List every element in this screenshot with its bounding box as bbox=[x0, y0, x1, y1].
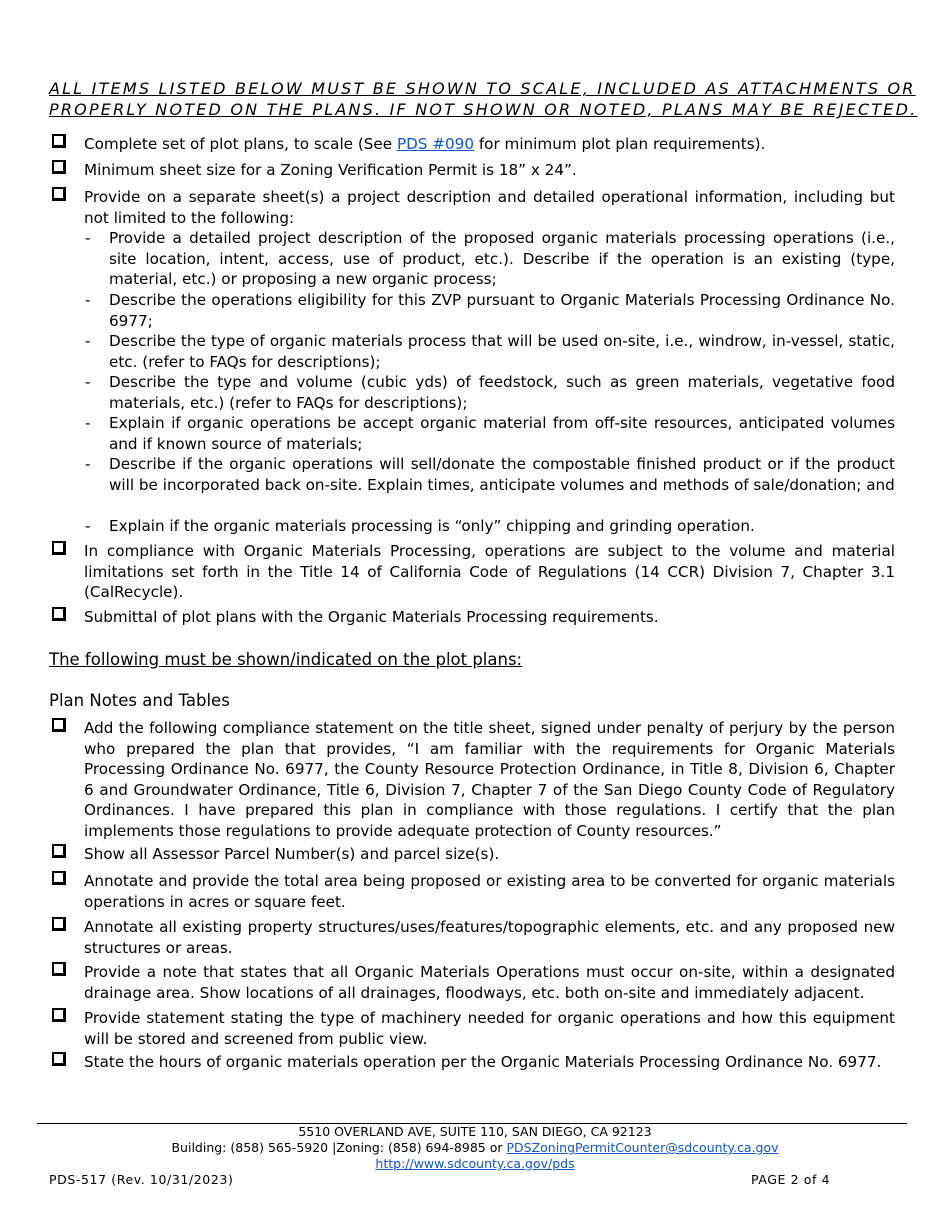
item-plot-plans bbox=[84, 134, 895, 155]
footer-website-link[interactable]: http://www.sdcounty.ca.gov/pds bbox=[375, 1156, 575, 1171]
plan-item-total-area: Annotate and provide the total area being proposed or existing area to be converted for organic materials operations in acres or square feet. bbox=[84, 872, 895, 911]
pds-090-link[interactable]: PDS #090 bbox=[396, 135, 474, 153]
banner-line-1: ALL ITEMS LISTED BELOW MUST BE SHOWN TO SCALE, INCLUDED AS ATTACHMENTS OR bbox=[49, 79, 916, 98]
footer-url-row bbox=[0, 1156, 950, 1172]
sub-item: Describe the type and volume (cubic yds) of feedstock, such as green materials, vegetative food materials, etc.) (refer to FAQs for descriptions); bbox=[109, 373, 895, 412]
checkbox-compliance[interactable] bbox=[52, 541, 66, 555]
plan-item-property-structures: Annotate all existing property structures/uses/features/topographic elements, etc. and any proposed new structures or areas. bbox=[84, 918, 895, 957]
plan-item-hours: State the hours of organic materials operation per the Organic Materials Processing Ordinance No. 6977. bbox=[84, 1053, 882, 1071]
sub-item: Describe if the organic operations will sell/donate the compostable finished product or if the product will be incorporated back on-site. Explain times, anticipate volumes and methods of sale/donation; and bbox=[109, 455, 895, 494]
checkbox-hours[interactable] bbox=[52, 1052, 66, 1066]
section-heading: The following must be shown/indicated on the plot plans: bbox=[49, 650, 523, 669]
footer-contact bbox=[0, 1140, 950, 1156]
sub-item: Describe the operations eligibility for this ZVP pursuant to Organic Materials Processing Ordinance No. 6977; bbox=[109, 291, 895, 330]
banner-line-2: PROPERLY NOTED ON THE PLANS. IF NOT SHOWN OR NOTED, PLANS MAY BE REJECTED. bbox=[49, 100, 918, 119]
footer-phones: Building: (858) 565-5920 |Zoning: (858) 694-8985 or bbox=[171, 1140, 507, 1155]
bullet-dash: - bbox=[85, 229, 91, 247]
checkbox-plot-plans[interactable] bbox=[52, 134, 66, 148]
requirements-banner bbox=[49, 78, 918, 120]
form-id: PDS-517 (Rev. 10/31/2023) bbox=[49, 1172, 234, 1187]
bullet-dash: - bbox=[85, 373, 91, 391]
plan-item-assessor-parcel: Show all Assessor Parcel Number(s) and parcel size(s). bbox=[84, 845, 500, 863]
bullet-dash: - bbox=[85, 517, 91, 535]
plan-item-compliance-statement: Add the following compliance statement on the title sheet, signed under penalty of perjury by the person who prepared the plan that provides, “I am familiar with the requirements for Organic Materials Processing Ordinance No. 6977, the County Resource Protection Ordinance, in Title 8, Division 6, Chapter 6 and Groundwater Ordinance, Title 6, Division 7, Chapter 7 of the San Diego County Code of Regulatory Ordinances. I have prepared this plan in compliance with those regulations. I certify that the plan implements those regulations to provide adequate protection of County resources.” bbox=[84, 719, 895, 840]
checkbox-property-structures[interactable] bbox=[52, 917, 66, 931]
checkbox-machinery[interactable] bbox=[52, 1008, 66, 1022]
sub-item: Provide a detailed project description of the proposed organic materials processing operations (i.e., site location, intent, access, use of product, etc.). Describe if the operation is an existing (type, material, etc.) or proposing a new organic process; bbox=[109, 229, 895, 288]
plan-item-onsite-note: Provide a note that states that all Organic Materials Operations must occur on-site, within a designated drainage area. Show locations of all drainages, floodways, etc. both on-site and immediately adjacent. bbox=[84, 963, 895, 1002]
sub-item: Describe the type of organic materials process that will be used on-site, i.e., windrow, in-vessel, static, etc. (refer to FAQs for descriptions); bbox=[109, 332, 895, 371]
checkbox-submittal[interactable] bbox=[52, 607, 66, 621]
page-number: PAGE 2 of 4 bbox=[751, 1172, 831, 1187]
item-compliance: In compliance with Organic Materials Processing, operations are subject to the volume and material limitations set forth in the Title 14 of California Code of Regulations (14 CCR) Division 7, Chapter 3.1 (CalRecycle). bbox=[84, 542, 895, 601]
footer-email-link[interactable]: PDSZoningPermitCounter@sdcounty.ca.gov bbox=[506, 1140, 779, 1155]
section-subheading: Plan Notes and Tables bbox=[49, 691, 230, 710]
checkbox-onsite-note[interactable] bbox=[52, 962, 66, 976]
bullet-dash: - bbox=[85, 332, 91, 350]
checkbox-assessor-parcel[interactable] bbox=[52, 844, 66, 858]
item-sheet-size: Minimum sheet size for a Zoning Verification Permit is 18” x 24”. bbox=[84, 161, 577, 179]
bullet-dash: - bbox=[85, 291, 91, 309]
plan-item-machinery: Provide statement stating the type of machinery needed for organic operations and how this equipment will be stored and screened from public view. bbox=[84, 1009, 895, 1048]
item-submittal: Submittal of plot plans with the Organic Materials Processing requirements. bbox=[84, 608, 659, 626]
item-plot-plans-text-post: for minimum plot plan requirements). bbox=[474, 135, 766, 153]
item-separate-sheet: Provide on a separate sheet(s) a project description and detailed operational information, including but not limited to the following: bbox=[84, 188, 895, 227]
sub-item: Explain if organic operations be accept organic material from off-site resources, anticipated volumes and if known source of materials; bbox=[109, 414, 895, 453]
bullet-dash: - bbox=[85, 414, 91, 432]
bullet-dash: - bbox=[85, 455, 91, 473]
checkbox-compliance-statement[interactable] bbox=[52, 718, 66, 732]
footer-address: 5510 OVERLAND AVE, SUITE 110, SAN DIEGO, CA 92123 bbox=[298, 1124, 652, 1139]
item-plot-plans-text-pre: Complete set of plot plans, to scale (See bbox=[84, 135, 397, 153]
checkbox-total-area[interactable] bbox=[52, 871, 66, 885]
sub-item: Explain if the organic materials processing is “only” chipping and grinding operation. bbox=[109, 517, 755, 535]
checkbox-separate-sheet[interactable] bbox=[52, 187, 66, 201]
checkbox-sheet-size[interactable] bbox=[52, 160, 66, 174]
